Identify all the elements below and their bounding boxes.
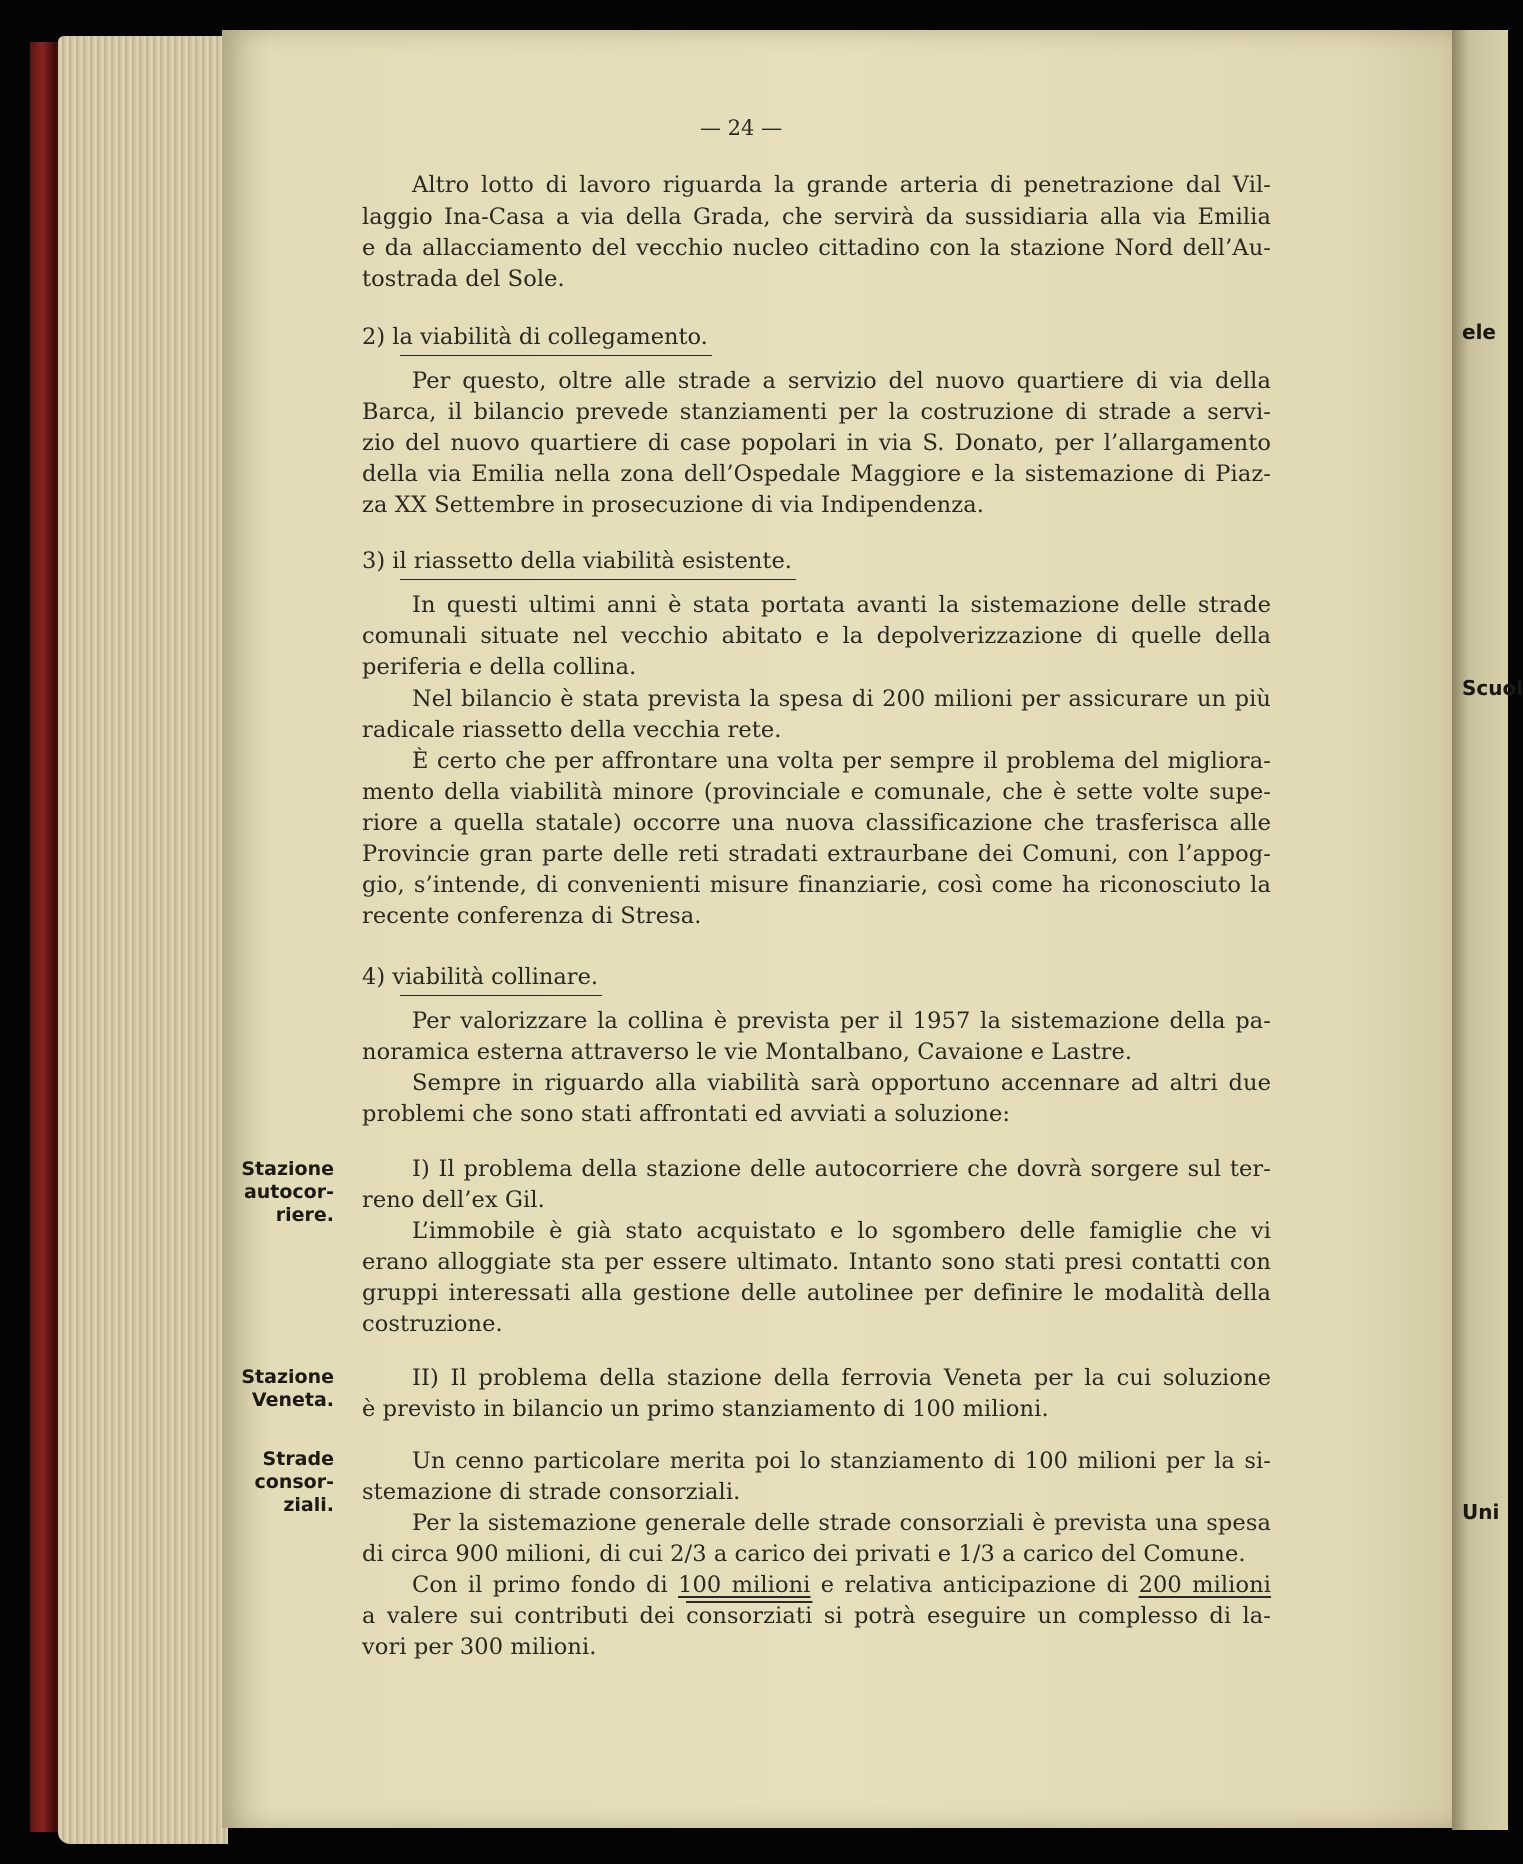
text-line: tostrada del Sole. <box>362 266 565 292</box>
text-run: si potrà eseguire un complesso di la- <box>812 1603 1271 1629</box>
text-line: mento della viabilità minore (provinciale e comunale, che è sette volte supe- <box>362 779 1271 805</box>
heading-underline <box>400 995 602 997</box>
text-line: Altro lotto di lavoro riguarda la grande arteria di penetrazione dal Vil- <box>412 172 1271 198</box>
text-line: Per questo, oltre alle strade a servizio del nuovo quartiere di via della <box>412 368 1271 394</box>
text-line: Per valorizzare la collina è prevista per il 1957 la sistemazione della pa- <box>412 1008 1271 1034</box>
text-line: In questi ultimi anni è stata portata avanti la sistemazione delle strade <box>412 592 1271 618</box>
text-line: È certo che per affrontare una volta per sempre il problema del migliora- <box>412 748 1271 774</box>
text-line: noramica esterna attraverso le vie Montalbano, Cavaione e Lastre. <box>362 1039 1133 1065</box>
section-heading-text: 2) la viabilità di collegamento. <box>362 324 708 350</box>
text-line: za XX Settembre in prosecuzione di via Indipendenza. <box>362 492 984 518</box>
text-run: a valere sui contributi dei <box>362 1603 687 1629</box>
text-line: radicale riassetto della vecchia rete. <box>362 717 782 743</box>
text-line: vori per 300 milioni. <box>362 1634 597 1660</box>
text-run: Con il primo fondo di <box>412 1572 679 1598</box>
text-line: erano alloggiate sta per essere ultimato. Intanto sono stati presi contatti con <box>362 1249 1271 1275</box>
text-line: gio, s’intende, di convenienti misure finanziarie, così come ha riconosciuto la <box>362 872 1271 898</box>
section-heading-text: 3) il riassetto della viabilità esistente. <box>362 548 792 574</box>
text-line: laggio Ina-Casa a via della Grada, che servirà da sussidiaria alla via Emilia <box>362 204 1271 230</box>
page-number: — 24 — <box>700 116 783 140</box>
margin-note-line: autocor- <box>243 1181 334 1203</box>
facing-page-fragment: ele <box>1462 320 1496 344</box>
text-line: periferia e della collina. <box>362 654 637 680</box>
text-line: Provincie gran parte delle reti stradati extraurbane dei Comuni, con l’appog- <box>362 841 1271 867</box>
text-line: L’immobile è già stato acquistato e lo sgombero delle famiglie che vi <box>412 1218 1271 1244</box>
text-line: II) Il problema della stazione della ferrovia Veneta per la cui soluzione <box>412 1365 1271 1391</box>
paragraph <box>362 172 1271 198</box>
text-line: e da allacciamento del vecchio nucleo cittadino con la stazione Nord dell’Au- <box>362 235 1271 261</box>
margin-note-consorziali <box>238 1448 334 1517</box>
text-line: costruzione. <box>362 1311 503 1337</box>
text-line: Barca, il bilancio prevede stanziamenti per la costruzione di strade a servi- <box>362 399 1271 425</box>
text-line: problemi che sono stati affrontati ed avviati a soluzione: <box>362 1101 1011 1127</box>
text-line: Un cenno particolare merita poi lo stanziamento di 100 milioni per la si- <box>412 1448 1271 1474</box>
margin-note-veneta <box>238 1366 334 1412</box>
facing-page-fragment: Scuol <box>1462 676 1523 700</box>
underlined-amount: 200 milioni <box>1138 1572 1271 1598</box>
facing-page-fragment: Uni <box>1462 1500 1500 1524</box>
text-line: zio del nuovo quartiere di case popolari in via S. Donato, per l’allargamento <box>362 430 1271 456</box>
text-line: di circa 900 milioni, di cui 2/3 a carico dei privati e 1/3 a carico del Comune. <box>362 1541 1246 1567</box>
text-line: comunali situate nel vecchio abitato e la depolverizzazione di quelle della <box>362 623 1271 649</box>
margin-note-line: ziali. <box>283 1494 334 1516</box>
text-line: Sempre in riguardo alla viabilità sarà opportuno accennare ad altri due <box>412 1070 1271 1096</box>
text-line: I) Il problema della stazione delle autocorriere che dovrà sorgere sul ter- <box>412 1156 1271 1182</box>
text-line: è previsto in bilancio un primo stanziamento di 100 milioni. <box>362 1396 1049 1422</box>
section-heading <box>362 964 598 990</box>
text-line: Nel bilancio è stata prevista la spesa di 200 milioni per assicurare un più <box>412 686 1271 712</box>
margin-note-autocorriere <box>238 1158 334 1227</box>
text-line: reno dell’ex Gil. <box>362 1187 545 1213</box>
page-edges <box>58 36 228 1844</box>
facing-page-edge <box>1452 30 1523 1830</box>
text-line: riore a quella statale) occorre una nuova classificazione che trasferisca alle <box>362 810 1271 836</box>
text-run: e relativa anticipazione di <box>810 1572 1139 1598</box>
heading-underline <box>400 579 796 581</box>
text-line: Per la sistemazione generale delle strade consorziali è prevista una spesa <box>412 1510 1271 1536</box>
section-heading <box>362 548 792 574</box>
margin-note-line: Veneta. <box>251 1389 334 1411</box>
margin-note-line: consor- <box>254 1471 334 1493</box>
heading-underline <box>400 355 712 357</box>
margin-note-line: riere. <box>275 1204 334 1226</box>
text-line <box>362 1572 1271 1598</box>
section-heading-text: 4) viabilità collinare. <box>362 964 599 990</box>
margin-note-line: Strade <box>262 1448 334 1470</box>
margin-note-line: Stazione <box>241 1158 334 1180</box>
margin-note-line: Stazione <box>241 1366 334 1388</box>
text-line: della via Emilia nella zona dell’Ospedale Maggiore e la sistemazione di Piaz- <box>362 461 1271 487</box>
text-line <box>362 1603 1271 1629</box>
underlined-amount: 100 milioni <box>678 1572 811 1598</box>
text-line: stemazione di strade consorziali. <box>362 1479 741 1505</box>
text-line: gruppi interessati alla gestione delle autolinee per definire le modalità della <box>362 1280 1271 1306</box>
text-line: recente conferenza di Stresa. <box>362 903 702 929</box>
overlined-word: consorziati <box>686 1603 813 1629</box>
section-heading <box>362 324 708 350</box>
